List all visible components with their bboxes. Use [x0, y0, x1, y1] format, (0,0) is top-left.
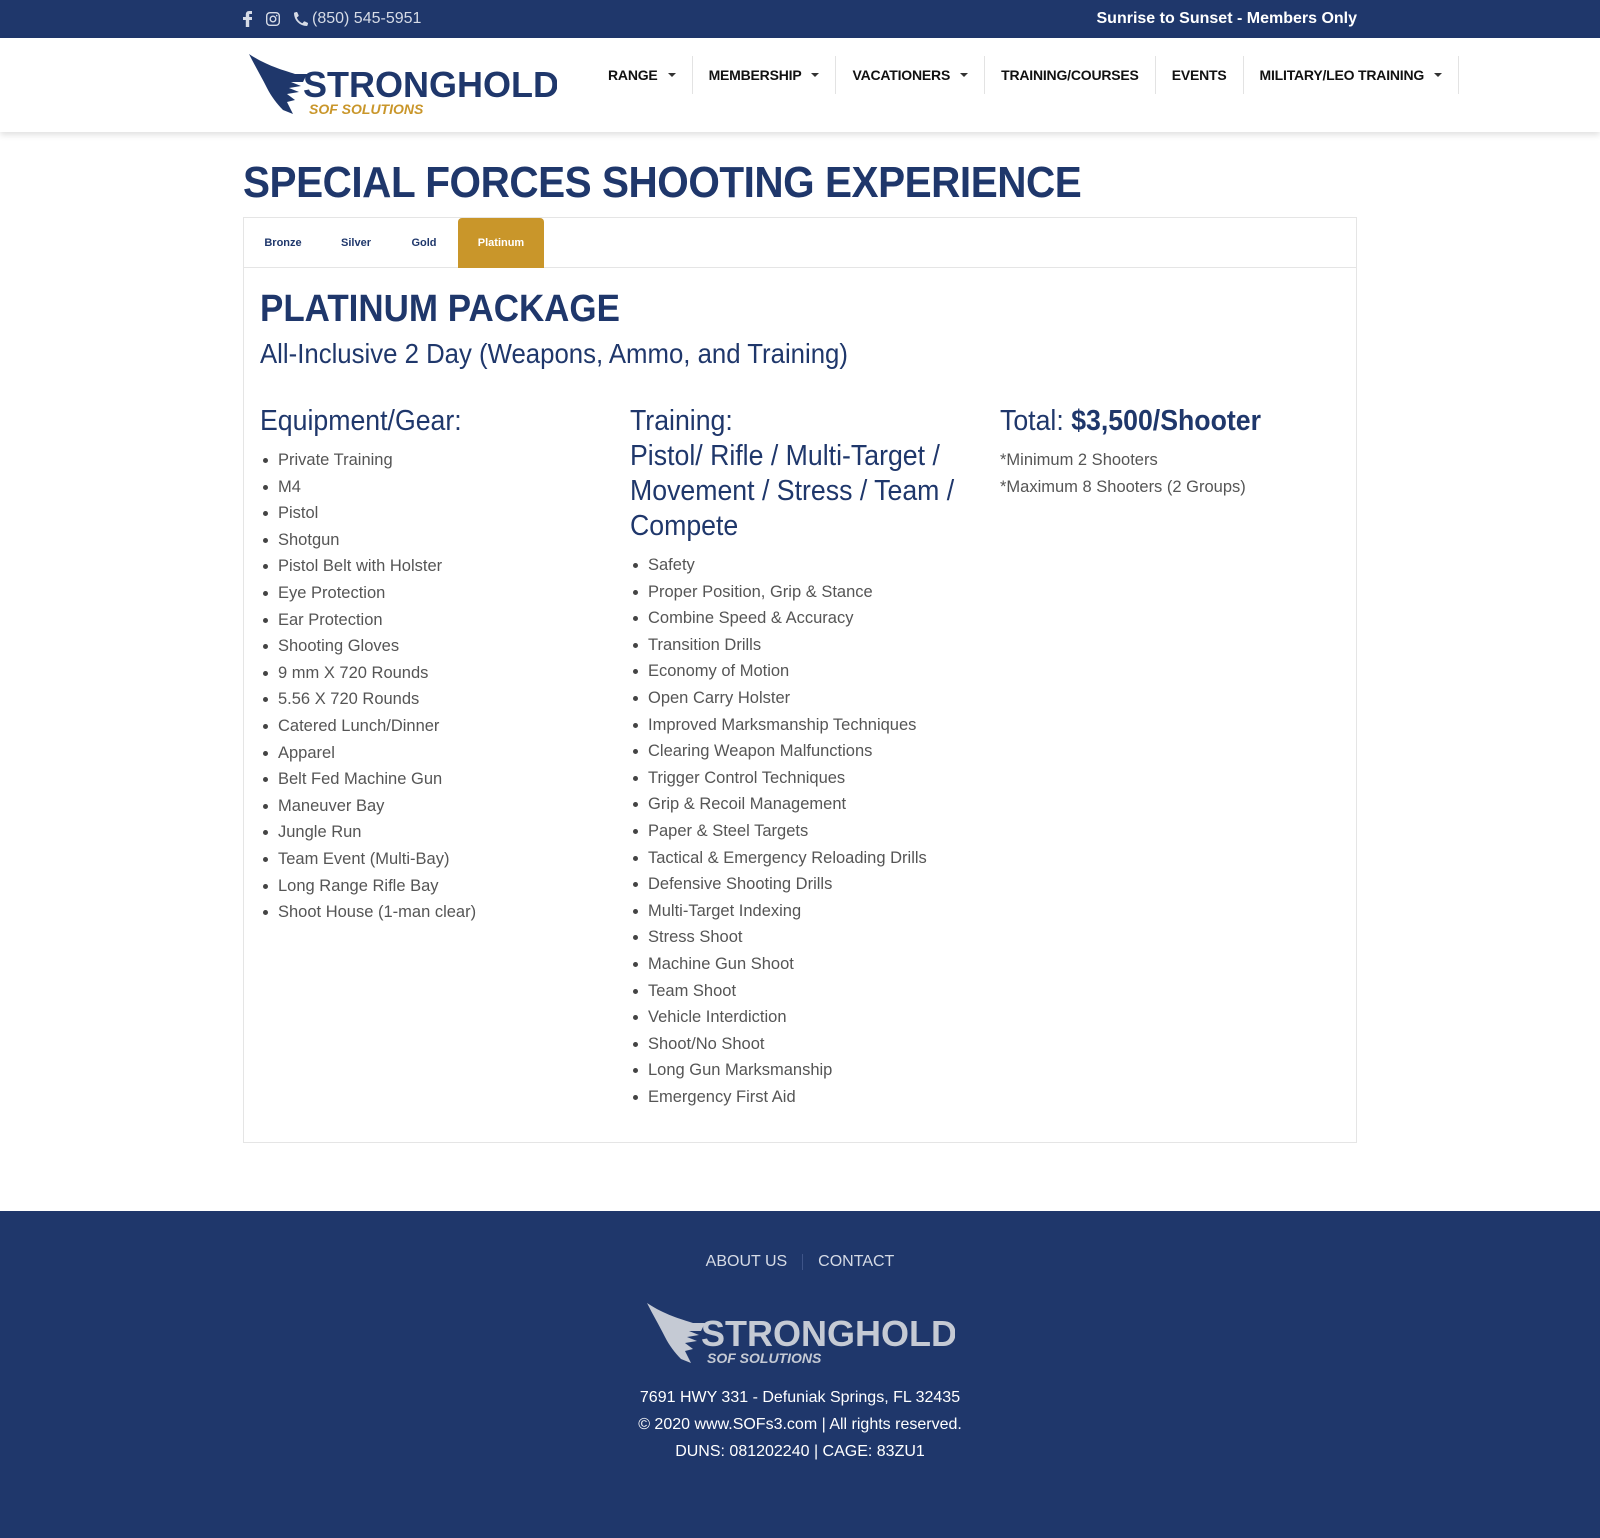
- training-heading: Training: Pistol/ Rifle / Multi-Target / Movement / Stress / Team / Compete: [630, 405, 955, 542]
- footer-address: 7691 HWY 331 - Defuniak Springs, FL 32435: [639, 1389, 961, 1406]
- list-item: Combine Speed & Accuracy: [630, 605, 970, 632]
- phone-link[interactable]: [294, 10, 421, 28]
- footer-logo[interactable]: [645, 1301, 955, 1367]
- list-item: Open Carry Holster: [630, 685, 970, 712]
- footer-copyright: © 2020 www.SOFs3.com | All rights reserved.: [638, 1416, 962, 1433]
- main-nav: [598, 56, 1459, 94]
- total-price: Total: $3,500/Shooter: [1000, 405, 1262, 437]
- list-item: Paper & Steel Targets: [630, 818, 970, 845]
- list-item: Eye Protection: [260, 580, 600, 607]
- list-item: Team Shoot: [630, 978, 970, 1005]
- nav-events[interactable]: EVENTS: [1156, 56, 1244, 94]
- chevron-down-icon: [668, 73, 676, 77]
- list-item: Emergency First Aid: [630, 1084, 970, 1111]
- list-item: Maneuver Bay: [260, 793, 600, 820]
- list-item: Proper Position, Grip & Stance: [630, 579, 970, 606]
- list-item: Vehicle Interdiction: [630, 1004, 970, 1031]
- list-item: Pistol Belt with Holster: [260, 553, 600, 580]
- facebook-icon[interactable]: [243, 11, 252, 27]
- tab-silver[interactable]: Silver: [341, 237, 371, 249]
- footer-info: [0, 1384, 1600, 1465]
- logo-subtext: SOF SOLUTIONS: [309, 101, 424, 117]
- social-links: [243, 10, 421, 28]
- instagram-icon[interactable]: [266, 12, 280, 26]
- chevron-down-icon: [960, 73, 968, 77]
- wing-icon: [647, 1303, 705, 1363]
- list-item: Long Range Rifle Bay: [260, 873, 600, 900]
- list-item: Catered Lunch/Dinner: [260, 713, 600, 740]
- list-item: Stress Shoot: [630, 924, 970, 951]
- pricing-column: [1000, 404, 1340, 500]
- list-item: Shooting Gloves: [260, 633, 600, 660]
- nav-range[interactable]: RANGE: [598, 56, 693, 94]
- chevron-down-icon: [1434, 73, 1442, 77]
- tab-platinum[interactable]: Platinum: [458, 218, 544, 268]
- list-item: Pistol: [260, 500, 600, 527]
- footer-link-about-us[interactable]: ABOUT US: [705, 1253, 788, 1270]
- top-bar: [0, 0, 1600, 38]
- list-item: M4: [260, 474, 600, 501]
- nav-military-leo-training[interactable]: MILITARY/LEO TRAINING: [1244, 56, 1460, 94]
- page-title: SPECIAL FORCES SHOOTING EXPERIENCE: [243, 158, 1082, 207]
- equipment-list: [260, 447, 600, 926]
- phone-number: (850) 545-5951: [312, 10, 422, 27]
- list-item: Team Event (Multi-Bay): [260, 846, 600, 873]
- footer-link-contact[interactable]: CONTACT: [818, 1253, 895, 1270]
- list-item: Safety: [630, 552, 970, 579]
- list-item: Grip & Recoil Management: [630, 791, 970, 818]
- list-item: Transition Drills: [630, 632, 970, 659]
- stronghold-logo[interactable]: [247, 52, 557, 118]
- list-item: Improved Marksmanship Techniques: [630, 712, 970, 739]
- min-shooters-note: *Minimum 2 Shooters: [1000, 451, 1158, 469]
- tab-bronze[interactable]: Bronze: [264, 237, 302, 249]
- equipment-column: [260, 404, 600, 926]
- list-item: Economy of Motion: [630, 658, 970, 685]
- price-value: $3,500/Shooter: [1071, 405, 1262, 437]
- list-item: 9 mm X 720 Rounds: [260, 660, 600, 687]
- nav-vacationers[interactable]: VACATIONERS: [836, 56, 985, 94]
- phone-icon: [294, 12, 308, 26]
- list-item: Trigger Control Techniques: [630, 765, 970, 792]
- chevron-down-icon: [811, 73, 819, 77]
- nav-training-courses[interactable]: TRAINING/COURSES: [985, 56, 1156, 94]
- list-item: Ear Protection: [260, 607, 600, 634]
- package-tabs: [244, 218, 1356, 268]
- package-title: PLATINUM PACKAGE: [260, 288, 620, 330]
- training-column: [630, 404, 970, 1110]
- divider: [802, 1254, 803, 1270]
- list-item: Belt Fed Machine Gun: [260, 766, 600, 793]
- site-footer: [0, 1211, 1600, 1538]
- list-item: Shoot House (1-man clear): [260, 899, 600, 926]
- footer-links: [0, 1253, 1600, 1271]
- list-item: Machine Gun Shoot: [630, 951, 970, 978]
- list-item: Private Training: [260, 447, 600, 474]
- footer-duns-cage: DUNS: 081202240 | CAGE: 83ZU1: [675, 1443, 925, 1460]
- equipment-heading: Equipment/Gear:: [260, 405, 462, 437]
- site-header: [0, 38, 1600, 132]
- nav-membership[interactable]: MEMBERSHIP: [693, 56, 837, 94]
- list-item: Clearing Weapon Malfunctions: [630, 738, 970, 765]
- list-item: 5.56 X 720 Rounds: [260, 686, 600, 713]
- wing-icon: [249, 54, 307, 114]
- list-item: Shotgun: [260, 527, 600, 554]
- list-item: Multi-Target Indexing: [630, 898, 970, 925]
- logo-subtext: SOF SOLUTIONS: [707, 1350, 822, 1366]
- logo-wordmark: STRONGHOLD: [701, 1313, 955, 1354]
- list-item: Defensive Shooting Drills: [630, 871, 970, 898]
- max-shooters-note: *Maximum 8 Shooters (2 Groups): [1000, 477, 1246, 496]
- training-list: [630, 552, 970, 1110]
- package-panel: [243, 217, 1357, 1143]
- list-item: Tactical & Emergency Reloading Drills: [630, 845, 970, 872]
- logo-wordmark: STRONGHOLD: [303, 64, 557, 105]
- tab-gold[interactable]: Gold: [411, 237, 437, 249]
- list-item: Long Gun Marksmanship: [630, 1057, 970, 1084]
- list-item: Shoot/No Shoot: [630, 1031, 970, 1058]
- package-subtitle: All-Inclusive 2 Day (Weapons, Ammo, and Training): [260, 338, 848, 369]
- list-item: Apparel: [260, 740, 600, 767]
- tagline: Sunrise to Sunset - Members Only: [1096, 10, 1357, 27]
- list-item: Jungle Run: [260, 819, 600, 846]
